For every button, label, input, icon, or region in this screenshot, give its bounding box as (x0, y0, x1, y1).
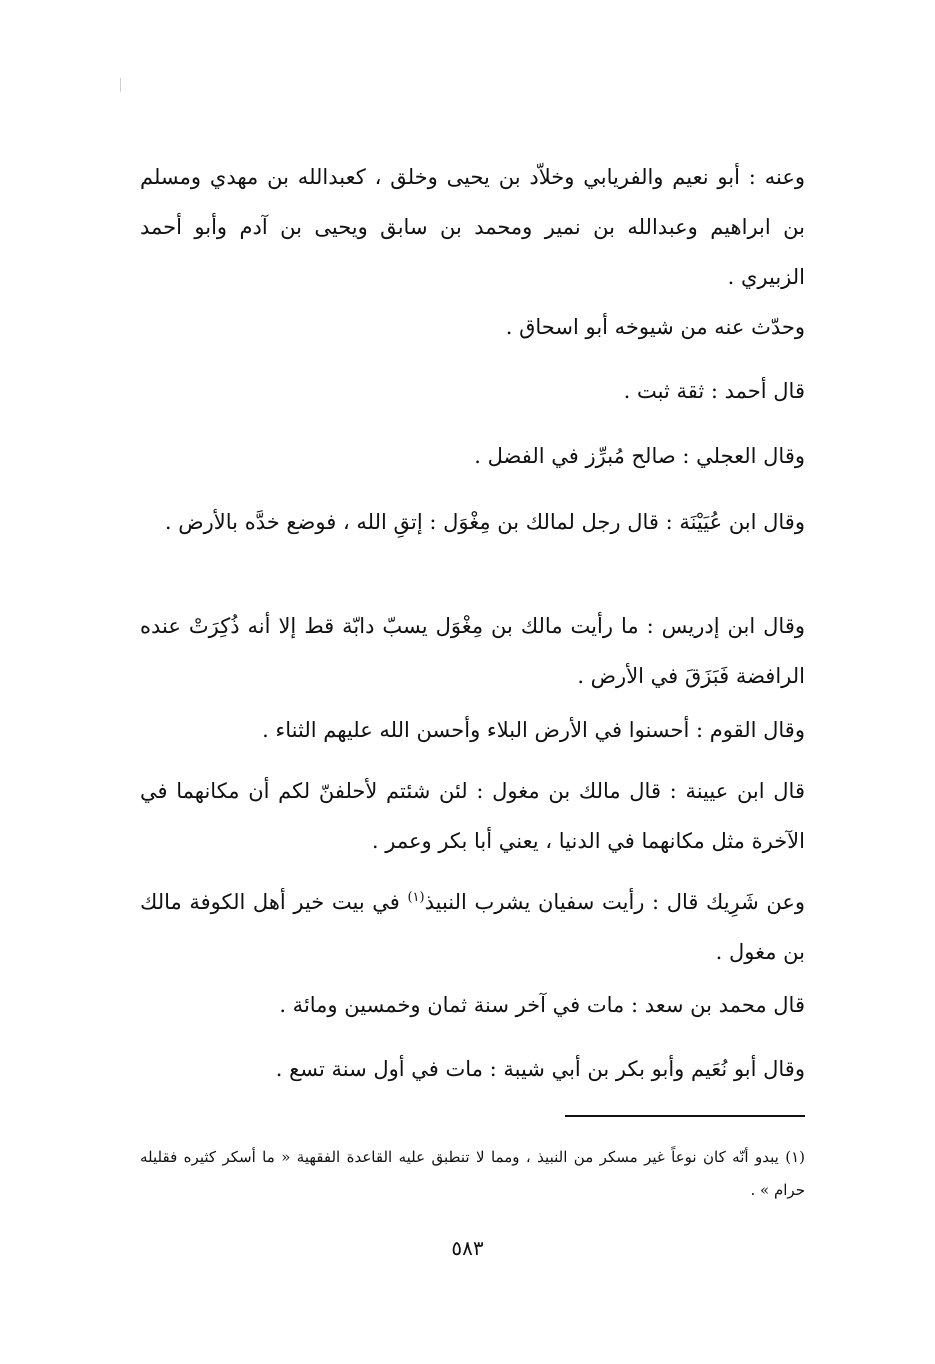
paragraph-sharik-text-2: في بيت خير أهل الكوفة مالك بن مغول . (140, 890, 805, 964)
paragraph-ahmad: قال أحمد : ثقة ثبت . (623, 379, 805, 403)
paragraph-sharik (140, 877, 805, 977)
margin-mark (120, 78, 121, 92)
paragraph-qawm: وقال القوم : أحسنوا في الأرض البلاء وأحسن الله عليهم الثناء . (262, 718, 805, 742)
paragraph-ibn-idris: وقال ابن إدريس : ما رأيت مالك بن مِغْوَل يسبّ دابّة قط إلا أنه ذُكِرَتْ عنده الرافضة فَبَزَقَ في الأرض . (140, 614, 805, 688)
paragraph-shuyukh: وحدّث عنه من شيوخه أبو اسحاق . (505, 315, 805, 339)
footnote: (١) يبدو أنّه كان نوعاً غير مسكر من النبيذ ، ومما لا تنطبق عليه القاعدة الفقهية « ما أسكر كثيره فقليله حرام » . (140, 1148, 805, 1199)
footnote-reference: (١) (407, 890, 425, 905)
paragraph-narrators: وعنه : أبو نعيم والفريابي وخلاّد بن يحيى وخلق ، كعبدالله بن مهدي ومسلم بن ابراهيم وعبدالله بن نمير ومحمد بن سابق ويحيى بن آدم وأبو أحمد الزبيري . (140, 165, 805, 289)
page-number: ٥٨٣ (451, 1236, 484, 1260)
paragraph-ijli: وقال العجلي : صالح مُبرِّز في الفضل . (474, 444, 805, 468)
paragraph-abu-nuaym: وقال أبو نُعَيم وأبو بكر بن أبي شيبة : مات في أول سنة تسع . (275, 1057, 805, 1081)
paragraph-ibn-uyaynah-2: قال ابن عيينة : قال مالك بن مغول : لئن شئتم لأحلفنّ لكم أن مكانهما في الآخرة مثل مكانهما في الدنيا ، يعني أبا بكر وعمر . (140, 779, 805, 853)
paragraph-ibn-uyaynah: وقال ابن عُيَيْنَة : قال رجل لمالك بن مِغْوَل : إتقِ الله ، فوضع خدَّه بالأرض . (164, 510, 805, 534)
footnote-separator (565, 1115, 805, 1117)
paragraph-ibn-saad: قال محمد بن سعد : مات في آخر سنة ثمان وخمسين ومائة . (279, 993, 805, 1017)
paragraph-sharik-text-1: وعن شَرِيك قال : رأيت سفيان يشرب النبيذ (424, 890, 805, 914)
